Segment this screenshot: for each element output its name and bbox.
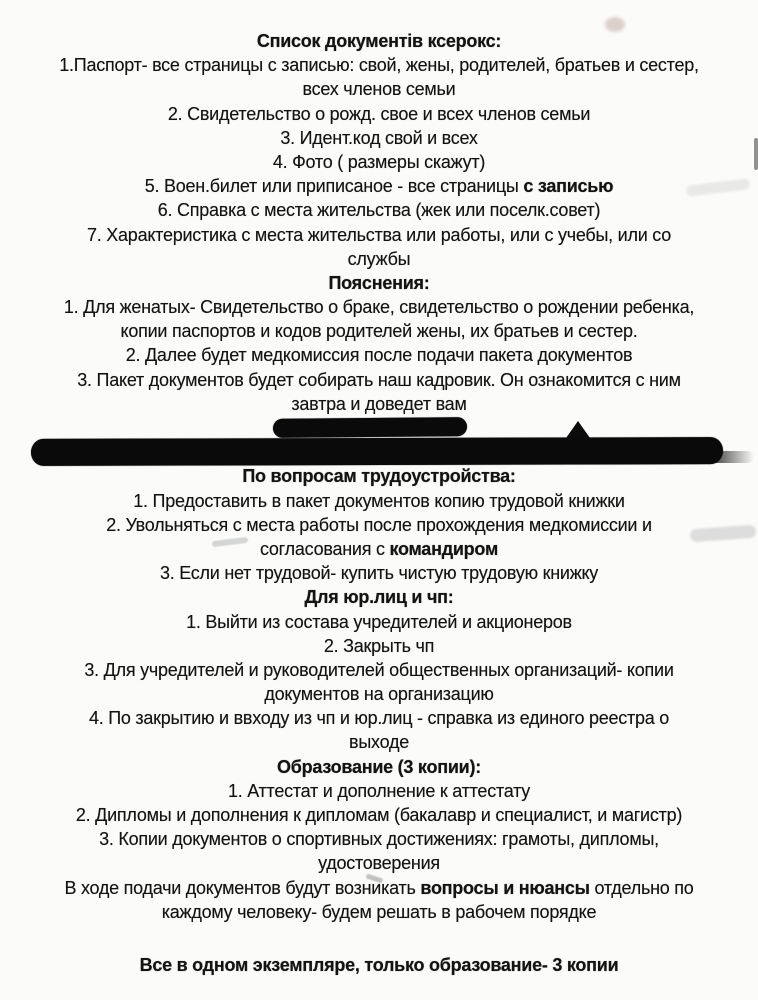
- text-segment: 6. Справка с места жительства (жек или поселк.совет): [157, 200, 601, 221]
- text-segment: 3. Пакет документов будет собирать наш кадровик. Он ознакомится с ним: [77, 369, 681, 390]
- text-line: [0, 368, 758, 392]
- text-line: [0, 77, 758, 101]
- text-segment: Список документів ксерокс:: [256, 31, 502, 51]
- gap-before-final-note: [0, 924, 758, 953]
- text-line: [0, 102, 758, 126]
- text-segment: согласования с: [259, 538, 390, 559]
- text-line: [0, 876, 758, 900]
- text-segment: Для юр.лиц и чп:: [304, 587, 454, 608]
- text-line: [0, 174, 758, 198]
- heading-education: [0, 755, 758, 779]
- text-segment: 1.Паспорт- все страницы с записью: свой, жены, родителей, братьев и сестер,: [59, 55, 699, 76]
- heading-employment: [0, 464, 758, 488]
- text-line: [0, 779, 758, 803]
- text-line: [0, 319, 758, 343]
- text-segment: 2. Дипломы и дополнения к дипломам (бакалавр и специалист, и магистр): [75, 805, 683, 825]
- text-segment: 1. Выйти из состава учредителей и акционеров: [186, 611, 572, 632]
- text-segment: В ходе подачи документов будут возникать: [64, 877, 421, 898]
- text-line: [0, 53, 758, 77]
- text-line: [0, 392, 758, 416]
- text-segment: Пояснения:: [328, 272, 430, 293]
- text-line: [0, 126, 758, 150]
- text-line: [0, 610, 758, 634]
- text-segment: По вопросам трудоустройства:: [242, 466, 516, 487]
- redaction-bar-row: [0, 440, 758, 464]
- text-segment: 7. Характеристика с места жительства или работы, или с учебы, или со: [87, 224, 671, 245]
- redaction-bar: [31, 437, 723, 466]
- text-segment: Все в одном экземпляре, только образование- 3 копии: [139, 954, 619, 975]
- heading-explanations: [0, 271, 758, 295]
- text-segment: отдельно по: [589, 877, 694, 898]
- text-line: [0, 827, 758, 851]
- text-segment: 4. По закрытию и ввходу из чп и юр.лиц - справка из единого реестра о: [88, 708, 670, 729]
- text-segment: выходе: [349, 732, 409, 753]
- document-title: [0, 29, 758, 53]
- text-line: [0, 682, 758, 706]
- text-segment: 3. Для учредителей и руководителей общественных организаций- копии: [84, 659, 674, 680]
- text-segment: 3. Идент.код свой и всех: [280, 127, 478, 148]
- text-line: [0, 223, 758, 247]
- text-line: [0, 247, 758, 271]
- text-line: [0, 489, 758, 513]
- text-segment: 3. Если нет трудовой- купить чистую трудовую книжку: [159, 563, 599, 584]
- text-segment: 5. Воен.билет или приписаное - все страницы: [144, 176, 524, 197]
- redaction-bar-fade: [700, 451, 754, 463]
- text-line: [0, 295, 758, 319]
- text-segment: 2. Далее будет медкомиссия после подачи пакета документов: [125, 345, 633, 366]
- heading-final-note: [0, 953, 758, 977]
- text-segment: службы: [347, 248, 411, 269]
- text-segment: всех членов семьи: [302, 79, 456, 100]
- heading-legal-entities: [0, 585, 758, 609]
- text-line: [0, 150, 758, 174]
- text-segment: каждому человеку- будем решать в рабочем порядке: [161, 901, 597, 922]
- redaction-blob: [273, 417, 467, 438]
- text-segment: 2. Свидетельство о рожд. свое и всех членов семьи: [167, 103, 591, 124]
- text-line: [0, 803, 758, 827]
- text-segment: 2. Закрыть чп: [323, 635, 435, 656]
- text-segment: вопросы и нюансы: [420, 877, 590, 898]
- text-segment: 1. Для женатых- Свидетельство о браке, свидетельство о рождении ребенка,: [63, 297, 695, 318]
- text-line: [0, 706, 758, 730]
- text-line: [0, 343, 758, 367]
- text-line: [0, 198, 758, 222]
- text-line: [0, 537, 758, 561]
- text-line: [0, 513, 758, 537]
- text-segment: копии паспортов и кодов родителей жены, их братьев и сестер.: [120, 321, 638, 342]
- text-segment: 1. Предоставить в пакет документов копию трудовой книжки: [133, 490, 625, 511]
- text-segment: документов на организацию: [264, 684, 494, 705]
- text-segment: 2. Увольняться с места работы после прохождения медкомиссии и: [106, 514, 652, 535]
- text-segment: с записью: [523, 176, 614, 197]
- text-segment: командиром: [389, 538, 499, 559]
- text-line: [0, 730, 758, 754]
- text-line: [0, 634, 758, 658]
- text-segment: 4. Фото ( размеры скажут): [272, 151, 486, 172]
- text-line: [0, 561, 758, 585]
- text-segment: 1. Аттестат и дополнение к аттестату: [227, 780, 531, 801]
- text-line: [0, 851, 758, 875]
- text-line: [0, 658, 758, 682]
- text-segment: Образование (3 копии):: [277, 756, 481, 777]
- text-line: [0, 900, 758, 924]
- text-segment: завтра и доведет вам: [291, 393, 467, 414]
- text-segment: удостоверения: [318, 853, 440, 874]
- text-segment: 3. Копии документов о спортивных достижениях: грамоты, дипломы,: [99, 829, 659, 850]
